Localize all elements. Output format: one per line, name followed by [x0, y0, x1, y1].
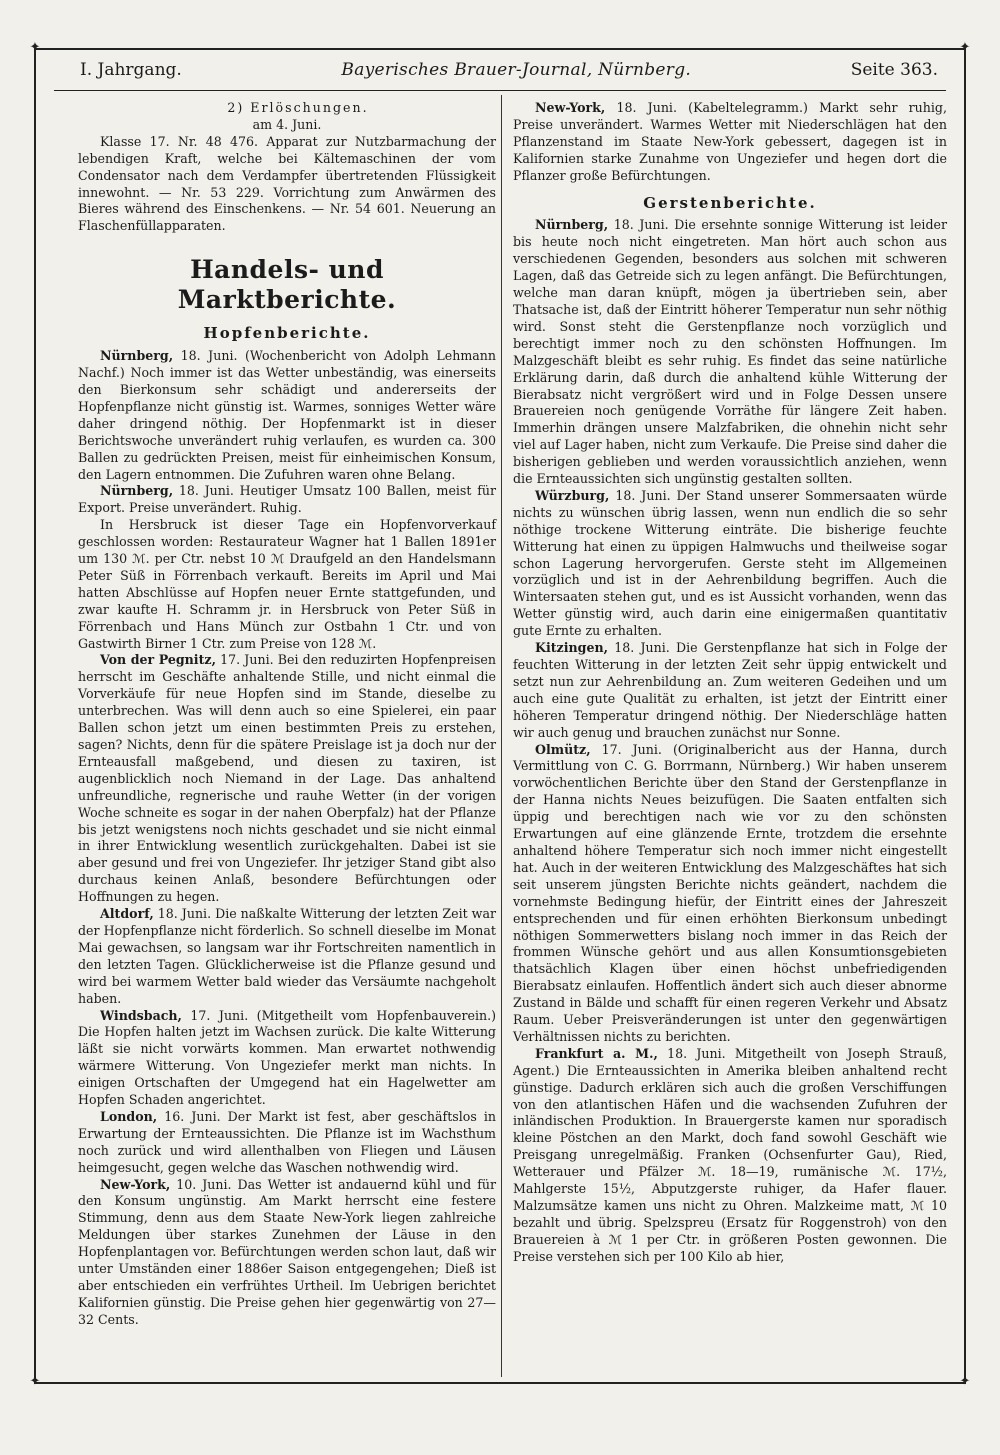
frame-top — [34, 48, 966, 50]
erloeschungen-text: Klasse 17. Nr. 48 476. Apparat zur Nutzbarmachung der lebendigen Kraft, welche bei Kältemaschinen der vom Condensator nach dem Verdampfer übertretenden Flüssigkeit innewohnt. — Nr. 53 229. Vorrichtung zum Anwärmen des Bieres während des Einschenkens. — Nr. 54 601. Neuerung an Flaschenfüllapparaten. — [78, 133, 496, 234]
report-newyork-1 — [78, 1177, 496, 1329]
corner-ornament-tl: ✦ — [29, 40, 41, 55]
report-text: 18. Juni. Der Stand unserer Sommersaaten würde nichts zu wünschen übrig lassen, wenn nun endlich die so sehr nöthige trockene Witterung einträte. Die bisherige feuchte Witterung hat einen zu üppigen Halmwuchs und theilweise sogar schon Lagerung hervorgerufen. Gerste steht im Allgemeinen vorzüglich und ist in der Aehrenbildung begriffen. Auch die Wintersaaten stehen gut, und es ist Aussicht vorhanden, wenn das Wetter günstig wird, auch darin eine einigermaßen quantitativ gute Ernte zu erhalten. — [513, 487, 947, 639]
report-place: Von der Pegnitz, — [100, 652, 216, 668]
left-column — [78, 100, 496, 1329]
report-nuernberg-gerste — [513, 217, 947, 488]
erloeschungen-title: 2) Erlöschungen. — [227, 100, 369, 115]
corner-ornament-br: ✦ — [959, 1374, 971, 1389]
report-place: Altdorf, — [100, 906, 154, 922]
frame-right — [964, 48, 966, 1382]
report-nuernberg-2 — [78, 483, 496, 517]
journal-title: Bayerisches Brauer-Journal, Nürnberg. — [341, 60, 692, 80]
report-place: New-York, — [535, 100, 606, 115]
report-text: 18. Juni. (Wochenbericht von Adolph Lehmann Nachf.) Noch immer ist das Wetter unbeständig, was einerseits den Bierkonsum sehr schädigt und andererseits der Hopfenpflanze nicht günstig ist. Warmes, sonniges Wetter wäre daher dringend nöthig. Der Hopfenmarkt ist in dieser Berichtswoche unverändert ruhig verlaufen, es wurden ca. 300 Ballen zu gedrückten Preisen, meist für einheimischen Konsum, den Lagern entnommen. Die Zufuhren waren ohne Belang. — [78, 348, 496, 482]
report-place: Kitzingen, — [535, 640, 608, 656]
volume-label: I. Jahrgang. — [80, 60, 182, 80]
report-place: Nürnberg, — [100, 348, 174, 364]
report-text: 10. Juni. Das Wetter ist andauernd kühl und für den Konsum ungünstig. Am Markt herrscht eine festere Stimmung, denn aus dem Staate New-York liegen zahlreiche Meldungen über starkes Zunehmen der Läuse in den Hopfenplantagen vor. Befürchtungen werden schon laut, daß wir unter Umständen einer 1886er Saison entgegengehen; Dieß ist aber entschieden ein verfrühtes Urtheil. Im Uebrigen berichtet Kalifornien günstig. Die Preise gehen hier gegenwärtig von 27—32 Cents. — [78, 1176, 496, 1327]
corner-ornament-tr: ✦ — [959, 40, 971, 55]
report-text: 18. Juni. Die naßkalte Witterung der letzten Zeit war der Hopfenpflanze nicht förderlich. So schnell dieselbe im Monat Mai gewachsen, so langsam war ihr Fortschreiten namentlich in den letzten Tagen. Glücklicherweise ist die Pflanze gesund und wird bei warmem Wetter bald wieder das Versäumte nachgeholt haben. — [78, 906, 496, 1006]
report-text: 17. Juni. Bei den reduzirten Hopfenpreisen herrscht im Geschäfte anhaltende Stille, und nicht einmal die Vorverkäufe für neue Hopfen sind im Stande, dieselbe zu unterbrechen. Was will denn auch so eine Spielerei, ein paar Ballen schon jetzt um einen bestimmten Preis zu erstehen, sagen? Nichts, denn für die spätere Preislage ist ja doch nur der Ernteausfall maßgebend, und diesen zu taxiren, ist augenblicklich noch Niemand in der Lage. Das anhaltend unfreundliche, regnerische und rauhe Wetter (in der vorigen Woche schneite es sogar in der nahen Oberpfalz) hat der Pflanze bis jetzt wenigstens noch nichts geschadet und sie nicht einmal in ihrer Entwicklung wesentlich zurückgehalten. Dabei ist sie aber gesund und frei von Ungeziefer. Ihr jetziger Stand gibt also durchaus keinen Anlaß, besondere Befürchtungen oder Hoffnungen zu hegen. — [78, 652, 496, 905]
report-place: London, — [100, 1108, 158, 1124]
right-column — [513, 100, 947, 1266]
report-newyork-2 — [513, 100, 947, 185]
report-altdorf — [78, 906, 496, 1007]
report-nuernberg-1 — [78, 348, 496, 483]
report-place: Frankfurt a. M., — [535, 1045, 658, 1061]
column-rule — [501, 95, 502, 1377]
report-place: Würzburg, — [535, 487, 610, 503]
report-place: Nürnberg, — [535, 217, 609, 233]
report-place: New-York, — [100, 1176, 171, 1192]
header-rule — [54, 90, 946, 91]
erloeschungen-date: am 4. Juni. — [252, 116, 322, 132]
section-title: Handels- und Marktberichte. — [177, 255, 397, 315]
report-text: 18. Juni. (Kabeltelegramm.) Markt sehr ruhig, Preise unverändert. Warmes Wetter mit Niederschlägen hat den Pflanzenstand im Staate New-York gebessert, dagegen ist in Kalifornien starke Zunahme von Ungeziefer und hegen dort die Pflanzer große Befürchtungen. — [513, 100, 947, 183]
report-text: 16. Juni. Der Markt ist fest, aber geschäftslos in Erwartung der Ernteaussichten. Die Pflanze ist im Wachsthum noch zurück und wird allenthalben von Fliegen und Läusen heimgesucht, gegen welche das Waschen nothwendig wird. — [78, 1108, 496, 1175]
report-place: Nürnberg, — [100, 483, 174, 499]
report-olmuetz — [513, 742, 947, 1046]
report-text: 18. Juni. Die Gerstenpflanze hat sich in Folge der feuchten Witterung in der letzten Zeit sehr üppig entwickelt und setzt nun zur Aehrenbildung an. Zum weiteren Gedeihen und um auch eine gute Qualität zu erhalten, ist jetzt der Eintritt einer höheren Temperatur dringend nöthig. Der Niederschläge hatten wir auch genug und brauchen zunächst nur Sonne. — [513, 640, 947, 740]
report-text: 18. Juni. Mitgetheilt von Joseph Strauß, Agent.) Die Ernteaussichten in Amerika bleiben anhaltend recht günstige. Dadurch erklären sich auch die großen Verschiffungen von den atlantischen Häfen und die wachsenden Zufuhren der inländischen Produktion. In Brauergerste kamen nur sporadisch kleine Pöstchen an den Markt, doch fand sowohl Geschäft wie Preisgang unregelmäßig. Franken (Ochsenfurter Gau), Ried, Wetterauer und Pfälzer ℳ. 18—19, rumänische ℳ. 17½, Mahlgerste 15½, Abputzgerste ruhiger, da Hafer flauer. Malzumsätze kamen uns nicht zu Ohren. Malzkeime matt, ℳ 10 bezahlt und übrig. Spelzspreu (Ersatz für Roggenstroh) von den Brauereien à ℳ 1 per Ctr. in größeren Posten gewonnen. Die Preise verstehen sich per 100 Kilo ab hier, — [513, 1045, 947, 1264]
running-head — [80, 60, 938, 84]
frame-bottom — [34, 1382, 966, 1384]
report-kitzingen — [513, 640, 947, 741]
report-windsbach — [78, 1008, 496, 1109]
page-number: Seite 363. — [850, 60, 938, 80]
report-pegnitz — [78, 652, 496, 906]
report-london — [78, 1109, 496, 1177]
report-frankfurt — [513, 1046, 947, 1266]
report-place: Olmütz, — [535, 741, 591, 757]
report-text: 18. Juni. Heutiger Umsatz 100 Ballen, meist für Export. Preise unverändert. Ruhig. — [78, 483, 496, 516]
corner-ornament-bl: ✦ — [29, 1374, 41, 1389]
gersten-title: Gerstenberichte. — [643, 193, 817, 212]
report-text: 17. Juni. (Mitgetheilt vom Hopfenbauverein.) Die Hopfen halten jetzt im Wachsen zurück. Die kalte Witterung läßt sie nicht vorwärts kommen. Man erwartet nothwendig wärmere Witterung. Von Ungeziefer merkt man nichts. In einigen Ortschaften der Umgegend hat ein Hagelwetter am Hopfen Schaden angerichtet. — [78, 1007, 496, 1108]
report-wuerzburg — [513, 488, 947, 640]
hopfen-title: Hopfenberichte. — [203, 324, 371, 343]
report-text: 18. Juni. Die ersehnte sonnige Witterung ist leider bis heute noch nicht eingetreten. Man hört auch schon aus verschiedenen Gegenden, besonders aus solchen mit schweren Lagen, daß das Getreide sich zu legen anfängt. Die Befürchtungen, welche man daran knüpft, mögen ja übertrieben sein, aber Thatsache ist, daß der Eintritt höherer Temperatur nun sehr nöthig wird. Sonst steht die Gerstenpflanze noch vorzüglich und berechtigt immer noch zu den schönsten Hoffnungen. Im Malzgeschäft bleibt es sehr ruhig. Es findet das seine natürliche Erklärung darin, daß durch die anhaltend kühle Witterung der Bierabsatz nicht vergrößert wird und in Folge Dessen unsere Brauereien noch genügende Vorräthe für längere Zeit haben. Immerhin drängen unsere Malzfabriken, die ohnehin nicht sehr viel auf Lager haben, nicht zum Verkaufe. Die Preise sind daher die bisherigen geblieben und werden voraussichtlich anziehen, wenn die Ernteaussichten sich ungünstig gestalten sollten. — [513, 217, 947, 487]
frame-left — [34, 48, 36, 1382]
report-hersbruck: In Hersbruck ist dieser Tage ein Hopfenvorverkauf geschlossen worden: Restaurateur Wagner hat 1 Ballen 1891er um 130 ℳ. per Ctr. nebst 10 ℳ Draufgeld an den Handelsmann Peter Süß in Förrenbach verkauft. Bereits im April und Mai hatten Abschlüsse auf Hopfen neuer Ernte stattgefunden, und zwar kaufte H. Schramm jr. in Hersbruck von Peter Süß in Förrenbach und Hans Münch zur Ostbahn 1 Ctr. und von Gastwirth Birner 1 Ctr. zum Preise von 128 ℳ. — [78, 517, 496, 651]
report-place: Windsbach, — [100, 1007, 182, 1023]
report-text: 17. Juni. (Originalbericht aus der Hanna, durch Vermittlung von C. G. Borrmann, Nürnberg.) Wir haben unserem vorwöchentlichen Berichte über den Stand der Gerstenpflanze in der Hanna nichts Neues beizufügen. Die Saaten entfalten sich üppig und berechtigen nach wie vor zu den schönsten Erwartungen auf eine glänzende Ernte, trotzdem die ersehnte anhaltend höhere Temperatur sich noch immer nicht eingestellt hat. Auch in der weiteren Entwicklung des Malzgeschäftes hat sich seit unserem jüngsten Berichte nichts geändert, nachdem die vornehmste Bedingung hiefür, der Eintritt eines der Jahreszeit entsprechenden und für einen erhöhten Bierkonsum unbedingt nöthigen Sommerwetters bislang noch immer in das Reich der frommen Wünsche gehört und aus allen Konsumtionsgebieten thatsächlich Klagen über einen höchst unbefriedigenden Bierabsatz einlaufen. Hoffentlich ändert sich auch dieser abnorme Zustand in Bälde und schafft für einen regeren Verkehr und Absatz Raum. Ueber Preisveränderungen ist unter den gegenwärtigen Verhältnissen nichts zu berichten. — [513, 741, 947, 1044]
